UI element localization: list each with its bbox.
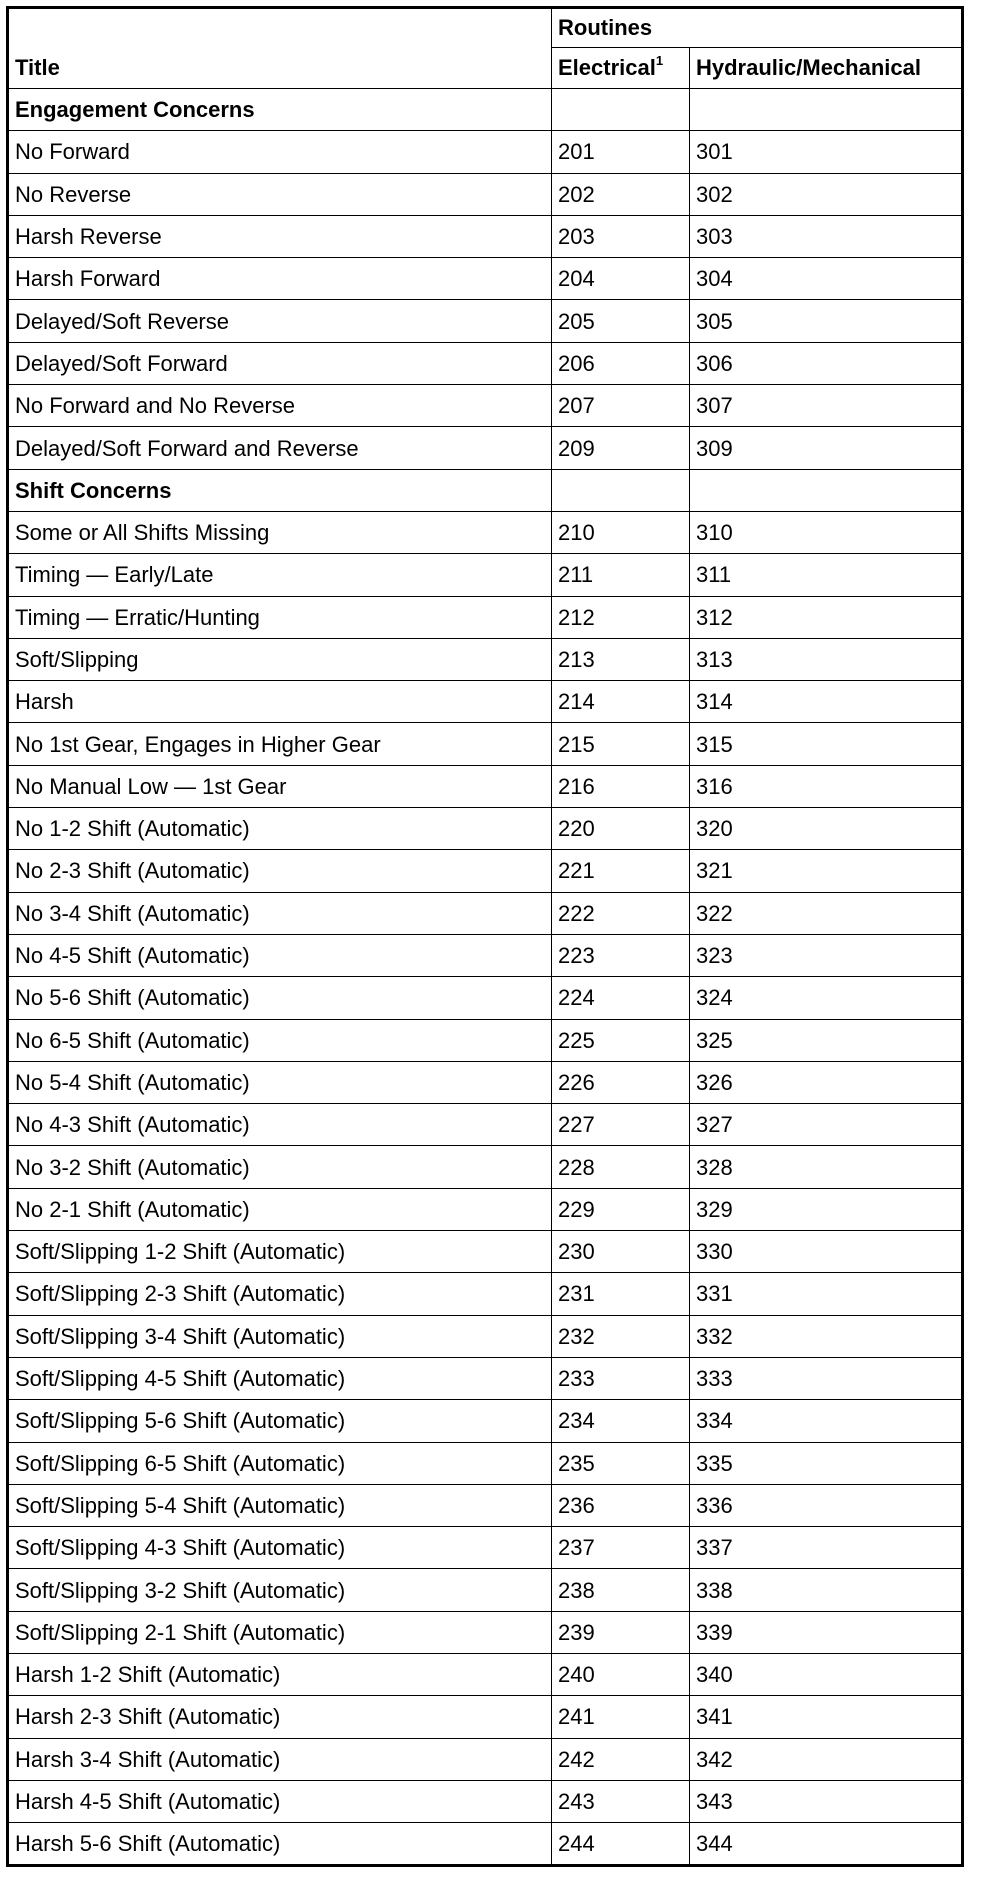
title-cell: Soft/Slipping 3-4 Shift (Automatic) — [8, 1315, 552, 1357]
title-cell: Soft/Slipping 6-5 Shift (Automatic) — [8, 1442, 552, 1484]
title-cell: Soft/Slipping 5-4 Shift (Automatic) — [8, 1484, 552, 1526]
table-row — [8, 1527, 963, 1569]
electrical-cell: 207 — [552, 385, 690, 427]
electrical-cell: 210 — [552, 511, 690, 553]
electrical-cell: 220 — [552, 808, 690, 850]
electrical-cell: 221 — [552, 850, 690, 892]
title-cell: No 2-3 Shift (Automatic) — [8, 850, 552, 892]
title-cell: No Manual Low — 1st Gear — [8, 765, 552, 807]
table-row — [8, 638, 963, 680]
table-row — [8, 723, 963, 765]
table-row — [8, 1653, 963, 1695]
routines-header: Routines — [552, 8, 963, 48]
electrical-cell: 229 — [552, 1188, 690, 1230]
hydraulic-cell: 311 — [690, 554, 963, 596]
electrical-cell: 233 — [552, 1357, 690, 1399]
electrical-cell: 203 — [552, 215, 690, 257]
title-cell: No 2-1 Shift (Automatic) — [8, 1188, 552, 1230]
hydraulic-cell: 302 — [690, 173, 963, 215]
electrical-label: Electrical — [558, 55, 656, 80]
header-row-bottom — [8, 48, 963, 89]
title-cell: No 1-2 Shift (Automatic) — [8, 808, 552, 850]
table-row — [8, 1738, 963, 1780]
table-row — [8, 808, 963, 850]
electrical-cell: 204 — [552, 258, 690, 300]
electrical-cell: 228 — [552, 1146, 690, 1188]
table-row — [8, 1823, 963, 1866]
hydraulic-cell: 339 — [690, 1611, 963, 1653]
hydraulic-cell: 341 — [690, 1696, 963, 1738]
hydraulic-cell: 312 — [690, 596, 963, 638]
title-cell: Some or All Shifts Missing — [8, 511, 552, 553]
electrical-cell: 213 — [552, 638, 690, 680]
electrical-cell: 202 — [552, 173, 690, 215]
table-row — [8, 977, 963, 1019]
electrical-cell: 231 — [552, 1273, 690, 1315]
title-cell: Soft/Slipping — [8, 638, 552, 680]
table-row — [8, 427, 963, 469]
table-row — [8, 215, 963, 257]
electrical-cell: 230 — [552, 1231, 690, 1273]
table-row — [8, 1104, 963, 1146]
electrical-cell: 215 — [552, 723, 690, 765]
hydraulic-cell: 304 — [690, 258, 963, 300]
hydraulic-cell: 331 — [690, 1273, 963, 1315]
hydraulic-cell: 307 — [690, 385, 963, 427]
title-cell: No 5-4 Shift (Automatic) — [8, 1061, 552, 1103]
title-cell: No 4-3 Shift (Automatic) — [8, 1104, 552, 1146]
table-row — [8, 596, 963, 638]
title-cell: Harsh — [8, 681, 552, 723]
routines-table — [6, 6, 964, 1867]
title-cell: No 1st Gear, Engages in Higher Gear — [8, 723, 552, 765]
table-row — [8, 765, 963, 807]
table-row — [8, 850, 963, 892]
table-row — [8, 1146, 963, 1188]
electrical-cell: 211 — [552, 554, 690, 596]
electrical-column-header — [552, 48, 690, 89]
table-row — [8, 681, 963, 723]
electrical-cell: 240 — [552, 1653, 690, 1695]
hydraulic-cell: 329 — [690, 1188, 963, 1230]
title-header-top-cell — [8, 8, 552, 48]
table-row — [8, 1780, 963, 1822]
electrical-cell: 234 — [552, 1400, 690, 1442]
hydraulic-cell: 309 — [690, 427, 963, 469]
electrical-cell: 206 — [552, 342, 690, 384]
header-row-top — [8, 8, 963, 48]
title-cell: Harsh Forward — [8, 258, 552, 300]
table-row — [8, 1231, 963, 1273]
title-cell: No 4-5 Shift (Automatic) — [8, 934, 552, 976]
electrical-cell: 238 — [552, 1569, 690, 1611]
hydraulic-cell: 330 — [690, 1231, 963, 1273]
table-row — [8, 1061, 963, 1103]
electrical-cell: 226 — [552, 1061, 690, 1103]
table-row — [8, 173, 963, 215]
table-row — [8, 1569, 963, 1611]
table-row — [8, 258, 963, 300]
hydraulic-cell: 343 — [690, 1780, 963, 1822]
table-row — [8, 385, 963, 427]
electrical-cell: 244 — [552, 1823, 690, 1866]
title-cell: Delayed/Soft Reverse — [8, 300, 552, 342]
title-cell: No 5-6 Shift (Automatic) — [8, 977, 552, 1019]
table-row — [8, 892, 963, 934]
electrical-cell: 205 — [552, 300, 690, 342]
title-cell: Timing — Early/Late — [8, 554, 552, 596]
electrical-cell: 241 — [552, 1696, 690, 1738]
hydraulic-cell: 322 — [690, 892, 963, 934]
table-row — [8, 1315, 963, 1357]
electrical-cell — [552, 89, 690, 131]
hydraulic-cell: 338 — [690, 1569, 963, 1611]
electrical-cell: 224 — [552, 977, 690, 1019]
table-row — [8, 342, 963, 384]
table-row — [8, 1357, 963, 1399]
electrical-cell — [552, 469, 690, 511]
title-cell: Engagement Concerns — [8, 89, 552, 131]
hydraulic-cell: 332 — [690, 1315, 963, 1357]
electrical-cell: 223 — [552, 934, 690, 976]
table-row — [8, 554, 963, 596]
electrical-cell: 243 — [552, 1780, 690, 1822]
hydraulic-cell: 316 — [690, 765, 963, 807]
table-row — [8, 934, 963, 976]
hydraulic-cell: 325 — [690, 1019, 963, 1061]
hydraulic-cell: 324 — [690, 977, 963, 1019]
title-cell: Delayed/Soft Forward and Reverse — [8, 427, 552, 469]
hydraulic-cell: 321 — [690, 850, 963, 892]
hydraulic-cell: 310 — [690, 511, 963, 553]
hydraulic-cell: 344 — [690, 1823, 963, 1866]
electrical-cell: 237 — [552, 1527, 690, 1569]
hydraulic-cell: 320 — [690, 808, 963, 850]
hydraulic-cell: 306 — [690, 342, 963, 384]
hydraulic-cell: 335 — [690, 1442, 963, 1484]
table-row — [8, 1188, 963, 1230]
table-row — [8, 300, 963, 342]
document-page — [6, 6, 964, 1867]
electrical-cell: 232 — [552, 1315, 690, 1357]
title-cell: Shift Concerns — [8, 469, 552, 511]
electrical-cell: 216 — [552, 765, 690, 807]
electrical-cell: 214 — [552, 681, 690, 723]
title-cell: Harsh 3-4 Shift (Automatic) — [8, 1738, 552, 1780]
table-row — [8, 1442, 963, 1484]
hydraulic-cell: 323 — [690, 934, 963, 976]
title-cell: Delayed/Soft Forward — [8, 342, 552, 384]
hydraulic-cell: 340 — [690, 1653, 963, 1695]
table-row — [8, 1611, 963, 1653]
hydraulic-column-header: Hydraulic/Mechanical — [690, 48, 963, 89]
hydraulic-cell: 328 — [690, 1146, 963, 1188]
title-column-header: Title — [8, 48, 552, 89]
hydraulic-cell: 327 — [690, 1104, 963, 1146]
title-cell: Soft/Slipping 4-5 Shift (Automatic) — [8, 1357, 552, 1399]
title-cell: Soft/Slipping 4-3 Shift (Automatic) — [8, 1527, 552, 1569]
electrical-cell: 227 — [552, 1104, 690, 1146]
electrical-cell: 236 — [552, 1484, 690, 1526]
electrical-cell: 239 — [552, 1611, 690, 1653]
title-cell: No 6-5 Shift (Automatic) — [8, 1019, 552, 1061]
table-row — [8, 1484, 963, 1526]
section-header-row — [8, 89, 963, 131]
title-cell: No Forward and No Reverse — [8, 385, 552, 427]
title-cell: Soft/Slipping 1-2 Shift (Automatic) — [8, 1231, 552, 1273]
hydraulic-cell — [690, 469, 963, 511]
table-row — [8, 131, 963, 173]
hydraulic-cell: 305 — [690, 300, 963, 342]
table-row — [8, 1696, 963, 1738]
title-cell: Soft/Slipping 3-2 Shift (Automatic) — [8, 1569, 552, 1611]
title-cell: Soft/Slipping 2-3 Shift (Automatic) — [8, 1273, 552, 1315]
section-header-row — [8, 469, 963, 511]
electrical-cell: 209 — [552, 427, 690, 469]
electrical-cell: 235 — [552, 1442, 690, 1484]
title-cell: Harsh 1-2 Shift (Automatic) — [8, 1653, 552, 1695]
title-cell: No 3-2 Shift (Automatic) — [8, 1146, 552, 1188]
hydraulic-cell: 342 — [690, 1738, 963, 1780]
title-cell: No 3-4 Shift (Automatic) — [8, 892, 552, 934]
hydraulic-cell: 301 — [690, 131, 963, 173]
electrical-cell: 222 — [552, 892, 690, 934]
hydraulic-cell: 315 — [690, 723, 963, 765]
title-cell: No Reverse — [8, 173, 552, 215]
table-row — [8, 1019, 963, 1061]
title-cell: Soft/Slipping 5-6 Shift (Automatic) — [8, 1400, 552, 1442]
hydraulic-cell: 337 — [690, 1527, 963, 1569]
electrical-cell: 212 — [552, 596, 690, 638]
table-row — [8, 1273, 963, 1315]
hydraulic-cell: 314 — [690, 681, 963, 723]
hydraulic-cell — [690, 89, 963, 131]
table-row — [8, 511, 963, 553]
electrical-cell: 225 — [552, 1019, 690, 1061]
hydraulic-cell: 313 — [690, 638, 963, 680]
hydraulic-cell: 303 — [690, 215, 963, 257]
title-cell: Harsh 5-6 Shift (Automatic) — [8, 1823, 552, 1866]
title-cell: Harsh Reverse — [8, 215, 552, 257]
title-cell: Timing — Erratic/Hunting — [8, 596, 552, 638]
table-body — [8, 8, 963, 1866]
hydraulic-cell: 334 — [690, 1400, 963, 1442]
table-row — [8, 1400, 963, 1442]
hydraulic-cell: 333 — [690, 1357, 963, 1399]
hydraulic-cell: 336 — [690, 1484, 963, 1526]
title-cell: Harsh 2-3 Shift (Automatic) — [8, 1696, 552, 1738]
electrical-cell: 242 — [552, 1738, 690, 1780]
title-cell: No Forward — [8, 131, 552, 173]
title-cell: Harsh 4-5 Shift (Automatic) — [8, 1780, 552, 1822]
title-cell: Soft/Slipping 2-1 Shift (Automatic) — [8, 1611, 552, 1653]
electrical-cell: 201 — [552, 131, 690, 173]
electrical-footnote-marker: 1 — [655, 52, 664, 68]
hydraulic-cell: 326 — [690, 1061, 963, 1103]
